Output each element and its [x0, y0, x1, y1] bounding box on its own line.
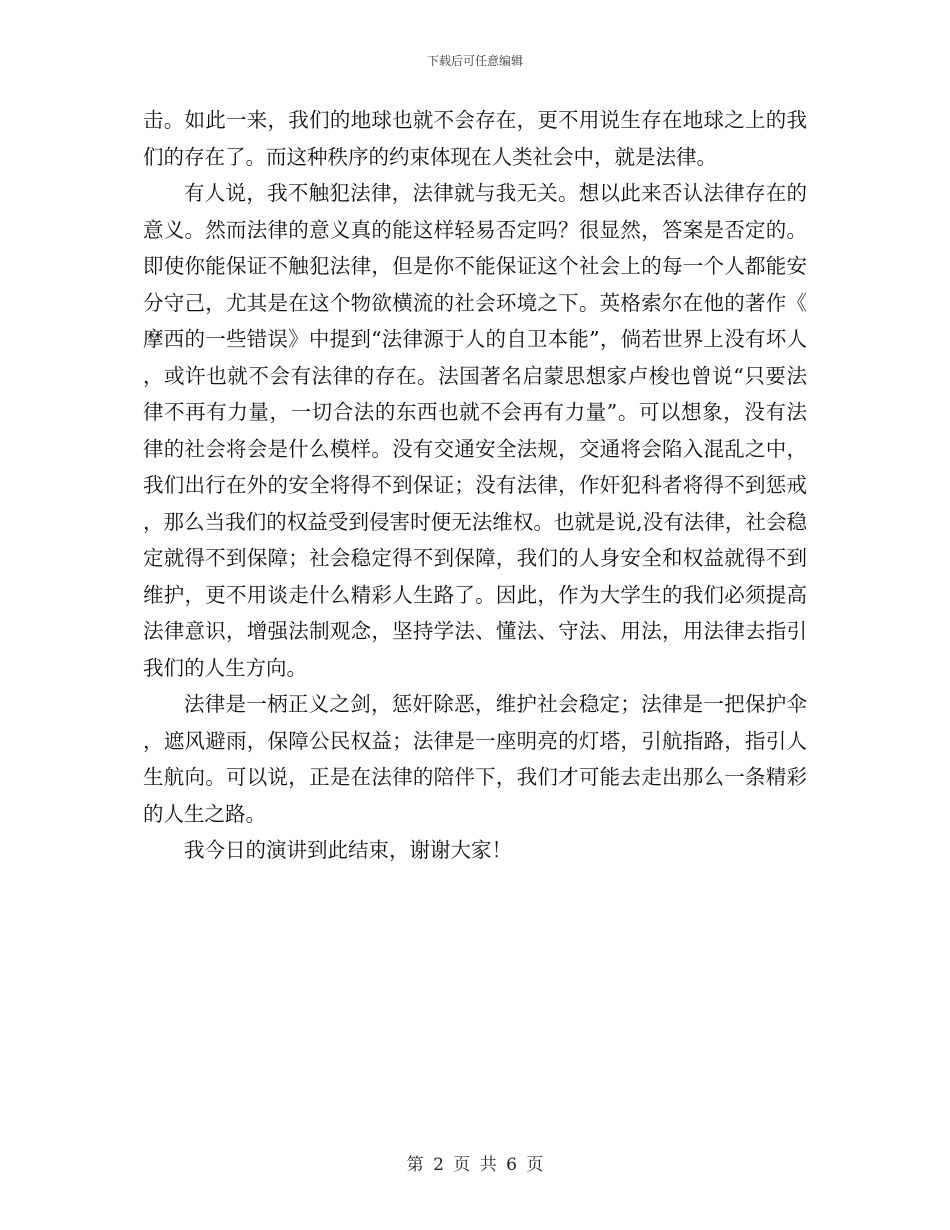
page-header: 下载后可任意编辑 [426, 54, 523, 68]
paragraph-2: 有人说，我不触犯法律，法律就与我无关。想以此来否认法律存在的意义。然而法律的意义真的能这样轻易否定吗？很显然，答案是否定的。即使你能保证不触犯法律，但是你不能保证这个社会上的每一个人都能安分守己，尤其是在这个物欲横流的社会环境之下。英格索尔在他的著作《摩西的一些错误》中提到“法律源于人的自卫本能”，倘若世界上没有坏人，或许也就不会有法律的存在。法国著名启蒙思想家卢梭也曾说“只要法律不再有力量，一切合法的东西也就不会再有力量”。可以想象，没有法律的社会将会是什么模样。没有交通安全法规，交通将会陷入混乱之中，我们出行在外的安全将得不到保证；没有法律，作奸犯科者将得不到惩戒，那么当我们的权益受到侵害时便无法维权。也就是说,没有法律，社会稳定就得不到保障；社会稳定得不到保障，我们的人身安全和权益就得不到维护，更不用谈走什么精彩人生路了。因此，作为大学生的我们必须提高法律意识，增强法制观念，坚持学法、懂法、守法、用法，用法律去指引我们的人生方向。 [143, 181, 807, 680]
page-number-footer: 第 2 页 共 6 页 [406, 1155, 544, 1175]
paragraph-3: 法律是一柄正义之剑，惩奸除恶，维护社会稳定；法律是一把保护伞，遮风避雨，保障公民权益；法律是一座明亮的灯塔，引航指路，指引人生航向。可以说，正是在法律的陪伴下，我们才可能去走出那么一条精彩的人生之路。 [143, 692, 807, 826]
document-body [143, 102, 807, 869]
paragraph-1: 击。如此一来，我们的地球也就不会存在，更不用说生存在地球之上的我们的存在了。而这种秩序的约束体现在人类社会中，就是法律。 [143, 108, 807, 169]
paragraph-4: 我今日的演讲到此结束，谢谢大家！ [184, 838, 512, 862]
